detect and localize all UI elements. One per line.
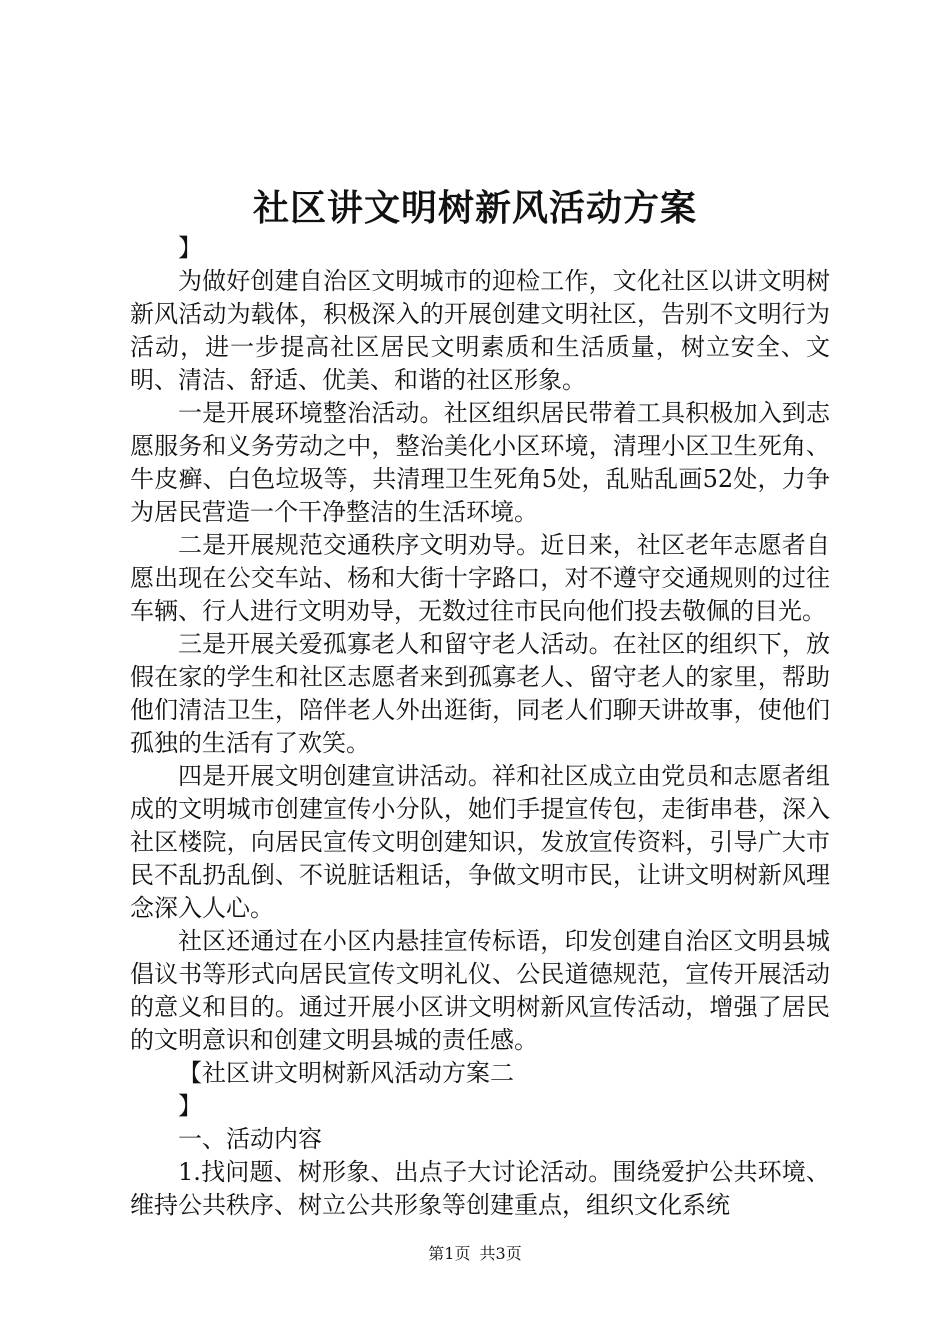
paragraph-environment: 一是开展环境整治活动。社区组织居民带着工具积极加入到志愿服务和义务劳动之中，整治美化小区环境，清理小区卫生死角、牛皮癣、白色垃圾等，共清理卫生死角5处，乱贴乱画52处，力争为居民营造一个干净整洁的生活环境。 <box>130 399 830 526</box>
paragraph-summary: 社区还通过在小区内悬挂宣传标语，印发创建自治区文明县城倡议书等形式向居民宣传文明礼仪、公民道德规范，宣传开展活动的意义和目的。通过开展小区讲文明树新风宣传活动，增强了居民的文明意识和创建文明县城的责任感。 <box>130 927 830 1054</box>
document-body <box>130 232 830 1222</box>
total-pages: 共3页 <box>479 1244 522 1263</box>
page-footer <box>0 1242 950 1266</box>
bracket-line-2: 】 <box>178 1092 202 1120</box>
bracket-line: 】 <box>178 234 202 262</box>
paragraph-elderly-care: 三是开展关爱孤寡老人和留守老人活动。在社区的组织下，放假在家的学生和社区志愿者来到孤寡老人、留守老人的家里，帮助他们清洁卫生，陪伴老人外出逛街，同老人们聊天讲故事，使他们孤独的生活有了欢笑。 <box>130 630 830 757</box>
section-heading-plan-two: 【社区讲文明树新风活动方案二 <box>178 1059 514 1087</box>
subheading-activity-content: 一、活动内容 <box>178 1125 322 1153</box>
paragraph-traffic: 二是开展规范交通秩序文明劝导。近日来，社区老年志愿者自愿出现在公交车站、杨和大街十字路口，对不遵守交通规则的过往车辆、行人进行文明劝导，无数过往市民向他们投去敬佩的目光。 <box>130 531 830 625</box>
intro-paragraph: 为做好创建自治区文明城市的迎检工作，文化社区以讲文明树新风活动为载体，积极深入的开展创建文明社区，告别不文明行为活动，进一步提高社区居民文明素质和生活质量，树立安全、文明、清洁、舒适、优美、和谐的社区形象。 <box>130 267 830 394</box>
list-item-1: 1.找问题、树形象、出点子大讨论活动。围绕爱护公共环境、维持公共秩序、树立公共形象等创建重点，组织文化系统 <box>130 1158 830 1219</box>
document-title: 社区讲文明树新风活动方案 <box>252 187 697 229</box>
paragraph-publicity: 四是开展文明创建宣讲活动。祥和社区成立由党员和志愿者组成的文明城市创建宣传小分队，她们手提宣传包，走街串巷，深入社区楼院，向居民宣传文明创建知识，发放宣传资料，引导广大市民不乱扔乱倒、不说脏话粗话，争做文明市民，让讲文明树新风理念深入人心。 <box>130 762 830 922</box>
page-number: 第1页 <box>428 1244 471 1263</box>
